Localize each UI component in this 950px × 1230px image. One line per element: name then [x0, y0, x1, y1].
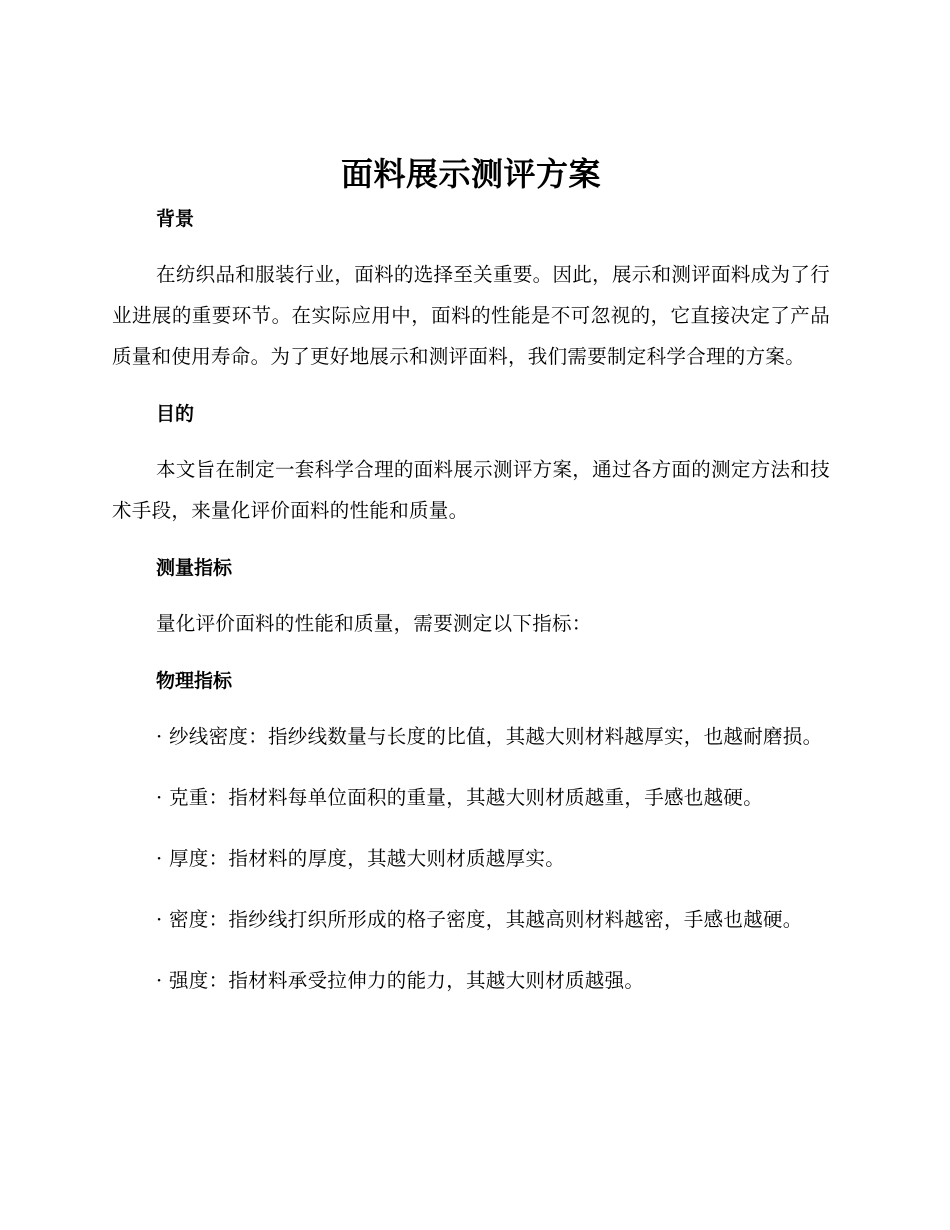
purpose-paragraph: 本文旨在制定一套科学合理的面料展示测评方案，通过各方面的测定方法和技术手段，来量化评价面料的性能和质量。: [112, 458, 830, 522]
list-item: · 密度：指纱线打织所形成的格子密度，其越高则材料越密，手感也越硬。: [156, 908, 803, 931]
list-item: · 纱线密度：指纱线数量与长度的比值，其越大则材料越厚实，也越耐磨损。: [156, 725, 823, 748]
document-page: [112, 148, 830, 1001]
section-heading-background: 背景: [156, 208, 195, 230]
section-heading-purpose: 目的: [156, 403, 195, 425]
list-item: · 强度：指材料承受拉伸力的能力，其越大则材质越强。: [156, 969, 645, 992]
list-item: · 厚度：指材料的厚度，其越大则材质越厚实。: [156, 847, 565, 870]
page-title: 面料展示测评方案: [340, 155, 601, 193]
section-heading-physical: 物理指标: [156, 670, 233, 692]
indicators-paragraph: 量化评价面料的性能和质量，需要测定以下指标：: [156, 612, 592, 635]
list-item: · 克重：指材料每单位面积的重量，其越大则材质越重，手感也越硬。: [156, 786, 763, 809]
section-heading-indicators: 测量指标: [156, 557, 233, 579]
background-paragraph: 在纺织品和服装行业，面料的选择至关重要。因此，展示和测评面料成为了行业进展的重要环节。在实际应用中，面料的性能是不可忽视的，它直接决定了产品质量和使用寿命。为了更好地展示和测评面料，我们需要制定科学合理的方案。: [112, 263, 830, 368]
